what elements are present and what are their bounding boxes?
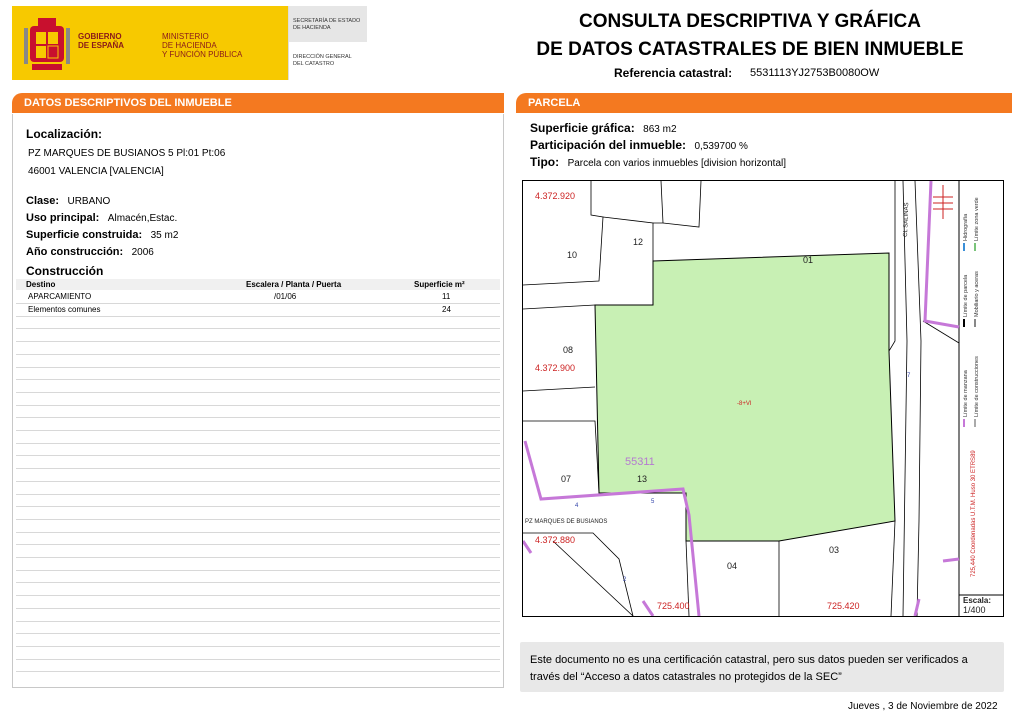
- y-coordinate-label: 4.372.900: [535, 363, 576, 373]
- header-escalera: Escalera / Planta / Puerta: [246, 280, 342, 289]
- uso-label: Uso principal:: [26, 212, 100, 224]
- construccion-title: Construcción: [26, 264, 104, 278]
- table-grid-line: [16, 417, 500, 418]
- table-grid-line: [16, 608, 500, 609]
- table-grid-line: [16, 405, 500, 406]
- disclaimer-note: Este documento no es una certificación catastral, pero sus datos pueden ser verificados a través del “Acceso a datos catastrales no protegidos de la SEC”: [520, 642, 1004, 692]
- clase-label: Clase:: [26, 195, 60, 207]
- table-grid-line: [16, 659, 500, 660]
- row-escalera: /01/06: [274, 292, 297, 301]
- table-grid-line: [16, 443, 500, 444]
- row-superficie: 11: [442, 292, 451, 301]
- legend-label: Límite de parcela: [963, 274, 969, 317]
- government-logo-banner: [12, 6, 366, 80]
- y-coordinate-label: 4.372.880: [535, 535, 576, 545]
- superficie-value: 35 m2: [150, 230, 179, 241]
- coords-text: 725,440 Coordenadas U.T.M. Huso 30 ETRS89: [971, 450, 977, 577]
- row-destino: APARCAMIENTO: [28, 292, 92, 301]
- street-mark: 7: [907, 373, 911, 379]
- table-grid-line: [16, 570, 500, 571]
- participacion-value: 0,539700 %: [694, 141, 748, 152]
- table-grid-line: [16, 557, 500, 558]
- secretaria-text: SECRETARÍA DE ESTADO DE HACIENDA: [293, 18, 361, 31]
- table-grid-line: [16, 455, 500, 456]
- table-grid-line: [16, 595, 500, 596]
- uso-value: Almacén,Estac.: [107, 213, 178, 224]
- document-date: Jueves , 3 de Noviembre de 2022: [848, 701, 998, 712]
- parcel-number: 04: [727, 561, 738, 571]
- address-line2: 46001 VALENCIA [VALENCIA]: [28, 166, 164, 177]
- legend-label: Límite de manzana: [963, 370, 969, 417]
- table-grid-line: [16, 316, 500, 317]
- table-grid-line: [16, 481, 500, 482]
- street-marques: PZ MARQUES DE BUSIANOS: [525, 519, 608, 525]
- parcela-bar: PARCELA: [516, 93, 1012, 113]
- sup-grafica-value: 863 m2: [643, 124, 677, 135]
- sup-grafica-row: [530, 119, 677, 137]
- sup-grafica-label: Superficie gráfica:: [530, 121, 635, 135]
- row-destino: Elementos comunes: [28, 305, 101, 314]
- document-title: CONSULTA DESCRIPTIVA Y GRÁFICA DE DATOS CATASTRALES DE BIEN INMUEBLE: [536, 11, 964, 60]
- header-destino: Destino: [26, 280, 56, 289]
- cadastral-map[interactable]: [522, 180, 1004, 617]
- legend-label: Límite zona verde: [974, 197, 980, 241]
- superficie-row: [26, 225, 178, 243]
- table-header: [16, 279, 500, 290]
- table-grid-line: [16, 519, 500, 520]
- table-grid-line: [16, 379, 500, 380]
- reference-label: Referencia catastral:: [614, 66, 733, 80]
- table-row: [16, 291, 500, 302]
- superficie-label: Superficie construida:: [26, 229, 143, 241]
- x-coordinate-label: 725.420: [827, 601, 860, 611]
- table-grid-line: [16, 532, 500, 533]
- parcel-polygon[interactable]: [595, 253, 895, 541]
- table-grid-line: [16, 367, 500, 368]
- street-mark: 2: [623, 577, 627, 583]
- uso-row: [26, 208, 177, 226]
- parcel-number: 01: [803, 255, 814, 265]
- table-grid-line: [16, 646, 500, 647]
- tipo-row: [530, 153, 786, 171]
- legend-label: Límite de construcciones: [974, 356, 980, 417]
- parcel-number: 08: [563, 345, 574, 355]
- scale-label: Escala:: [963, 596, 992, 605]
- north-symbol: [933, 185, 953, 219]
- parcel-number: 12: [633, 237, 644, 247]
- table-grid-line: [16, 392, 500, 393]
- y-coordinate-label: 4.372.920: [535, 191, 576, 201]
- table-grid-line: [16, 341, 500, 342]
- tipo-label: Tipo:: [530, 155, 560, 169]
- clase-row: [26, 191, 110, 209]
- bar-left-prefix: DATOS DESCRIPTIVOS DEL: [24, 97, 175, 109]
- address-line1: PZ MARQUES DE BUSIANOS 5 Pl:01 Pt:06: [28, 148, 226, 159]
- secretaria-block: [288, 6, 367, 80]
- gobierno-text: GOBIERNO DE ESPAÑA: [78, 32, 125, 50]
- direccion-text: DIRECCIÓN GENERAL DEL CATASTRO: [293, 54, 352, 67]
- header-superficie: Superficie m²: [414, 280, 465, 289]
- table-grid-line: [16, 354, 500, 355]
- center-label: -8+VI: [737, 401, 752, 407]
- coat-of-arms-icon: [24, 16, 70, 72]
- table-grid-line: [16, 671, 500, 672]
- coat-of-arms-block: [12, 6, 150, 80]
- reference-value: 5531113YJ2753B0080OW: [750, 67, 880, 79]
- table-grid-line: [16, 582, 500, 583]
- table-grid-line: [16, 633, 500, 634]
- participacion-row: [530, 136, 748, 154]
- localizacion-label: Localización:: [26, 127, 103, 141]
- parcel-number: 07: [561, 474, 572, 484]
- anio-label: Año construcción:: [26, 246, 124, 258]
- table-grid-line: [16, 494, 500, 495]
- construction-table: [16, 279, 500, 682]
- table-grid-line: [16, 430, 500, 431]
- table-grid-line: [16, 506, 500, 507]
- datos-descriptivos-bar: [12, 93, 504, 113]
- anio-row: [26, 242, 154, 260]
- participacion-label: Participación del inmueble:: [530, 138, 687, 152]
- table-grid-line: [16, 303, 500, 304]
- table-grid-line: [16, 544, 500, 545]
- parcel-number: 10: [567, 250, 578, 260]
- scale-value: 1/400: [963, 605, 986, 615]
- row-superficie: 24: [442, 305, 451, 314]
- legend-label: Hidrografía: [963, 213, 969, 241]
- bar-left-strong: INMUEBLE: [174, 97, 232, 109]
- table-grid-line: [16, 468, 500, 469]
- block-number: 55311: [625, 456, 655, 468]
- tipo-value: Parcela con varios inmuebles [division horizontal]: [567, 158, 787, 169]
- parcel-number: 03: [829, 545, 840, 555]
- table-grid-line: [16, 328, 500, 329]
- anio-value: 2006: [131, 247, 154, 258]
- map-svg: [523, 181, 1003, 616]
- parcel-number: 13: [637, 474, 648, 484]
- x-coordinate-label: 725.400: [657, 601, 690, 611]
- ministry-text: MINISTERIO DE HACIENDA Y FUNCIÓN PÚBLICA: [162, 32, 243, 59]
- street-mark: 5: [651, 499, 655, 505]
- legend-label: Mobiliario y aceras: [974, 271, 980, 317]
- table-grid-line: [16, 621, 500, 622]
- street-salinas: CL SALINAS: [903, 202, 911, 238]
- table-row: [16, 304, 500, 315]
- street-mark: 4: [575, 503, 579, 509]
- clase-value: URBANO: [67, 196, 111, 207]
